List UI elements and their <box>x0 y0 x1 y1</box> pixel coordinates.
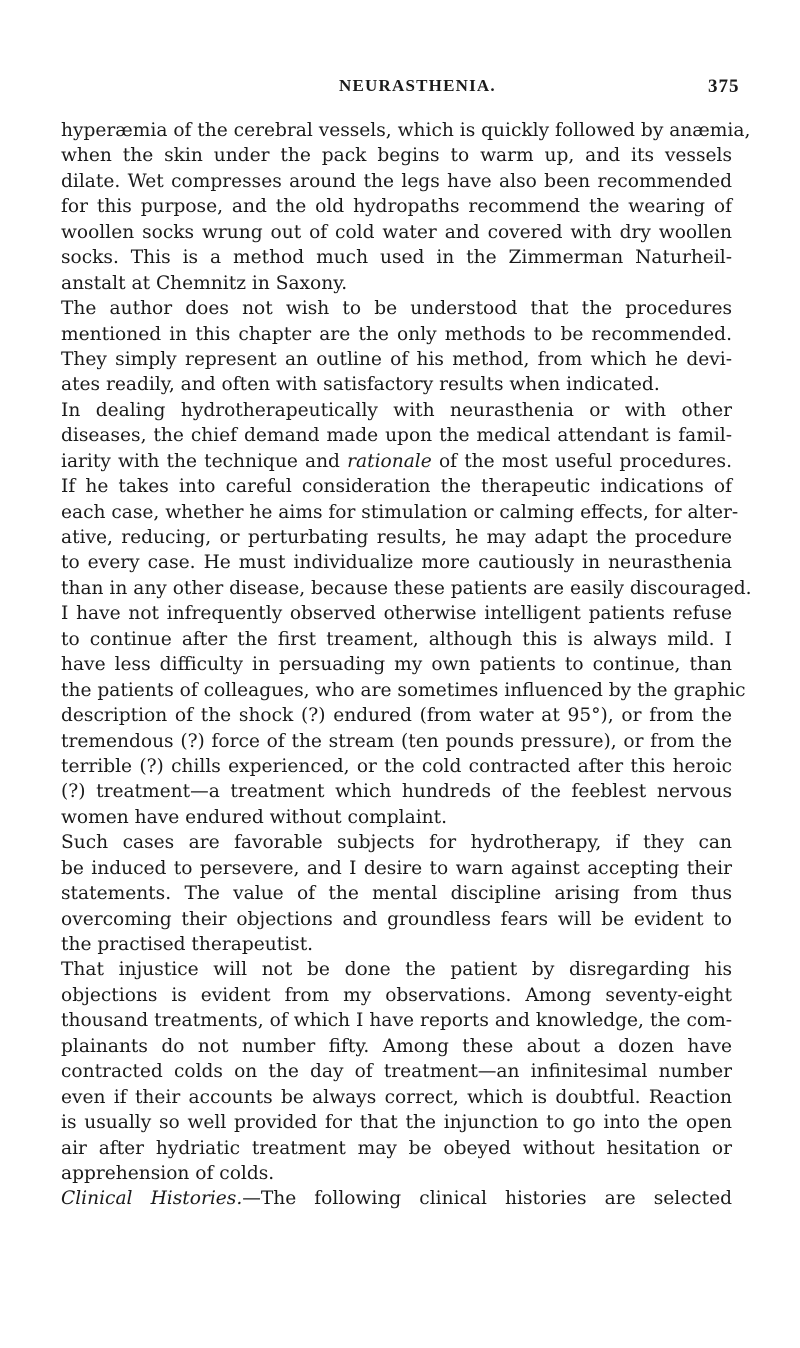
text-line: In dealing hydrotherapeutically with neurasthenia or with other <box>61 399 732 421</box>
text-line: socks. This is a method much used in the Zimmerman Naturheil- <box>61 247 732 269</box>
text-line: the practised therapeutist. <box>61 934 314 955</box>
text-line: Such cases are favorable subjects for hydrotherapy, if they can <box>61 832 732 854</box>
section-heading: Clinical Histories. <box>61 1188 243 1210</box>
text-line: mentioned in this chapter are the only methods to be recommended. <box>61 323 732 345</box>
italic-term: rationale <box>347 450 432 472</box>
text-line: tremendous (?) force of the stream (ten pounds pressure), or from the <box>61 730 732 752</box>
text-line: than in any other disease, because these patients are easily discouraged. <box>61 577 752 599</box>
text-line: even if their accounts be always correct, which is doubtful. Reaction <box>61 1086 732 1108</box>
text-line: to continue after the first treament, although this is always mild. I <box>61 628 732 650</box>
text-line: the patients of colleagues, who are sometimes influenced by the graphic <box>61 679 746 701</box>
text-line: dilate. Wet compresses around the legs have also been recommended <box>61 170 732 192</box>
running-head <box>0 76 800 98</box>
text-line: overcoming their objections and groundless fears will be evident to <box>61 908 732 930</box>
text-line: be induced to persevere, and I desire to warn against accepting their <box>61 857 732 879</box>
text-line: women have endured without complaint. <box>61 806 448 828</box>
text-line: description of the shock (?) endured (from water at 95°), or from the <box>61 705 732 727</box>
text-fragment: —The following clinical histories are selected <box>242 1188 732 1210</box>
text-line: air after hydriatic treatment may be obeyed without hesitation or <box>61 1137 732 1159</box>
text-line: objections is evident from my observations. Among seventy-eight <box>61 984 732 1006</box>
text-line: terrible (?) chills experienced, or the cold contracted after this heroic <box>61 755 732 777</box>
running-title: NEURASTHENIA. <box>339 76 496 95</box>
text-line: If he takes into careful consideration the therapeutic indications of <box>61 476 732 498</box>
body-text <box>61 118 752 1212</box>
text-line: statements. The value of the mental discipline arising from thus <box>61 883 732 905</box>
text-line: thousand treatments, of which I have reports and knowledge, the com- <box>61 1010 732 1032</box>
text-fragment: of the most useful procedures. <box>431 450 732 472</box>
text-line: The author does not wish to be understood that the procedures <box>61 298 732 320</box>
text-line: each case, whether he aims for stimulation or calming effects, for alter- <box>61 501 739 523</box>
text-line: diseases, the chief demand made upon the medical attendant is famil- <box>61 425 732 447</box>
text-line <box>61 449 732 474</box>
text-line: hyperæmia of the cerebral vessels, which is quickly followed by anæmia, <box>61 120 751 141</box>
text-line <box>61 1186 732 1211</box>
text-line: is usually so well provided for that the injunction to go into the open <box>61 1112 732 1134</box>
text-line: for this purpose, and the old hydropaths recommend the wearing of <box>61 196 732 218</box>
text-line: when the skin under the pack begins to warm up, and its vessels <box>61 145 732 167</box>
text-line: ates readily, and often with satisfactory results when indicated. <box>61 374 660 396</box>
text-line: ative, reducing, or perturbating results, he may adapt the procedure <box>61 527 732 548</box>
text-line: anstalt at Chemnitz in Saxony. <box>61 272 348 294</box>
text-line: I have not infrequently observed otherwise intelligent patients refuse <box>61 603 732 625</box>
text-fragment: iarity with the technique and <box>61 450 348 472</box>
text-line: to every case. He must individualize more cautiously in neurasthenia <box>61 552 732 574</box>
text-line: woollen socks wrung out of cold water and covered with dry woollen <box>61 221 732 243</box>
text-line: That injustice will not be done the patient by disregarding his <box>61 959 732 981</box>
text-line: contracted colds on the day of treatment—an infinitesimal number <box>61 1061 732 1083</box>
text-line: (?) treatment—a treatment which hundreds of the feeblest nervous <box>61 781 732 803</box>
text-line: have less difficulty in persuading my own patients to continue, than <box>61 654 732 676</box>
text-line: plainants do not number fifty. Among these about a dozen have <box>61 1035 732 1057</box>
text-line: They simply represent an outline of his method, from which he devi- <box>61 348 732 370</box>
text-line: apprehension of colds. <box>61 1162 275 1184</box>
page-number: 375 <box>708 76 740 97</box>
